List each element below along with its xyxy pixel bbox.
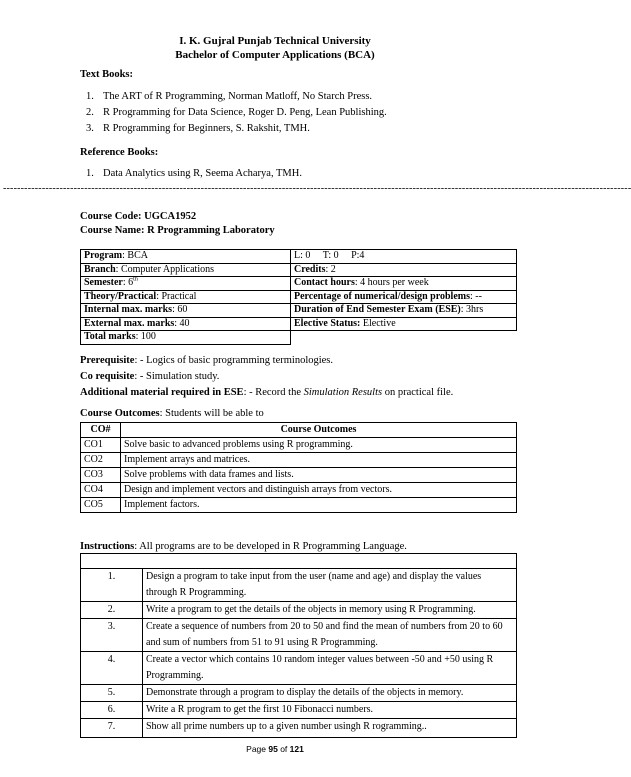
outcomes-intro: Course Outcomes: Students will be able to: [80, 408, 264, 419]
table-row: 2. Write a program to get the details of the objects in memory using R Programming.: [81, 602, 517, 619]
page-header: [0, 34, 550, 62]
table-row: External max. marks: 40 Elective Status: Elective: [81, 317, 517, 331]
additional-material: Additional material required in ESE: - Record the Simulation Results on practical file.: [80, 387, 454, 398]
instructions-intro: Instructions: All programs are to be developed in R Programming Language.: [80, 541, 407, 552]
table-row: 3. Create a sequence of numbers from 20 to 50 and find the mean of numbers from 20 to 60 and sum of numbers from 51 to 91 using R Programming.: [81, 619, 517, 652]
corequisite: Co requisite: - Simulation study.: [80, 371, 220, 382]
section-separator: ----------------------------------------------------------------------------------------------------------------------------------------------------------------------------------: [3, 183, 631, 194]
table-row: 1. Design a program to take input from the user (name and age) and display the values through R Programming.: [81, 569, 517, 602]
table-row: CO1 Solve basic to advanced problems using R programming.: [81, 438, 517, 453]
table-row: CO5 Implement factors.: [81, 498, 517, 513]
course-details-table: [80, 249, 517, 345]
course-code: Course Code: UGCA1952: [80, 211, 197, 222]
table-row: Branch: Computer Applications Credits: 2: [81, 263, 517, 277]
textbooks-heading: Text Books:: [80, 69, 133, 80]
table-row: Program: BCA L: 0 T: 0 P:4: [81, 250, 517, 264]
page-footer: Page 95 of 121: [246, 744, 304, 754]
programs-table: [80, 553, 517, 738]
table-row: CO3 Solve problems with data frames and lists.: [81, 468, 517, 483]
table-row: CO2 Implement arrays and matrices.: [81, 453, 517, 468]
table-row: 6. Write a R program to get the first 10 Fibonacci numbers.: [81, 702, 517, 719]
table-row: 5. Demonstrate through a program to display the details of the objects in memory.: [81, 685, 517, 702]
table-row: Internal max. marks: 60 Duration of End Semester Exam (ESE): 3hrs: [81, 304, 517, 318]
table-row: 4. Create a vector which contains 10 random integer values between -50 and +50 using R Programming.: [81, 652, 517, 685]
list-item: 2. R Programming for Data Science, Roger D. Peng, Lean Publishing.: [86, 107, 387, 118]
table-row: 7. Show all prime numbers up to a given number usingh R rogramming..: [81, 719, 517, 738]
course-name: Course Name: R Programming Laboratory: [80, 225, 275, 236]
column-header: Course Outcomes: [121, 423, 517, 438]
references-list: [86, 167, 302, 180]
textbooks-list: [86, 89, 387, 137]
table-header-row: [81, 423, 517, 438]
list-item: 1. Data Analytics using R, Seema Acharya, TMH.: [86, 168, 302, 179]
list-item: 3. R Programming for Beginners, S. Rakshit, TMH.: [86, 123, 310, 134]
program-name: Bachelor of Computer Applications (BCA): [175, 49, 375, 61]
references-heading: Reference Books:: [80, 147, 159, 158]
university-name: I. K. Gujral Punjab Technical University: [179, 35, 371, 47]
table-row: [81, 554, 517, 569]
table-row: Theory/Practical: Practical Percentage of numerical/design problems: --: [81, 290, 517, 304]
table-row: Total marks: 100: [81, 331, 517, 345]
prerequisite: Prerequisite: - Logics of basic programming terminologies.: [80, 355, 334, 366]
table-row: Semester: 6th Contact hours: 4 hours per week: [81, 277, 517, 291]
column-header: CO#: [81, 423, 121, 438]
list-item: 1. The ART of R Programming, Norman Matloff, No Starch Press.: [86, 91, 373, 102]
table-row: CO4 Design and implement vectors and distinguish arrays from vectors.: [81, 483, 517, 498]
course-outcomes-table: [80, 422, 517, 513]
